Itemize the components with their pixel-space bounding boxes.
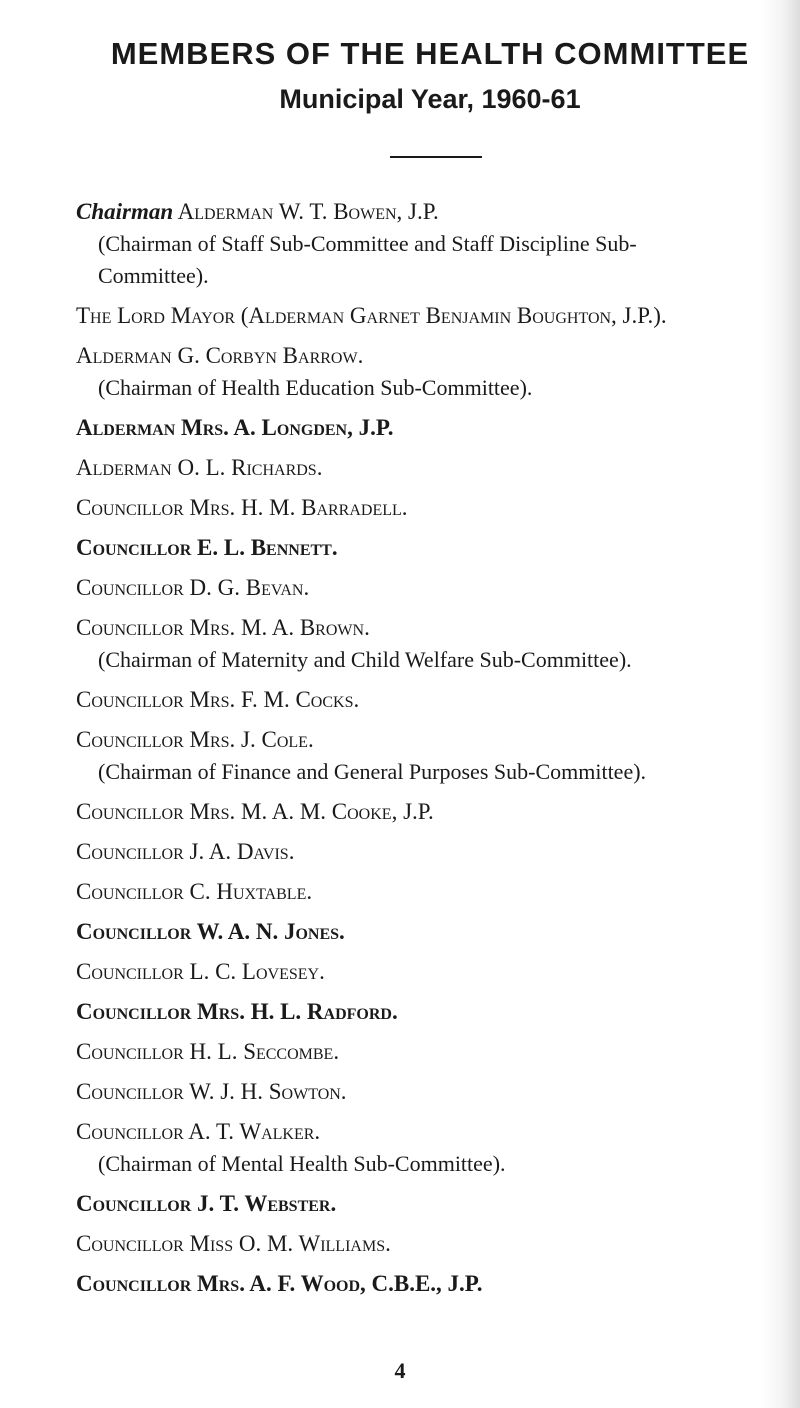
page-subtitle: Municipal Year, 1960-61 — [279, 84, 581, 114]
member-name: Councillor H. L. Seccombe. — [76, 1039, 340, 1064]
member-name: Councillor Mrs. M. A. Brown. — [76, 615, 370, 640]
member-note: (Chairman of Finance and General Purposes Sub-Committee). — [98, 759, 647, 784]
member-entry — [76, 452, 800, 484]
member-entry — [76, 996, 800, 1028]
member-name: Alderman G. Corbyn Barrow. — [76, 343, 364, 368]
member-entry — [76, 724, 800, 788]
member-name: Councillor Mrs. F. M. Cocks. — [76, 687, 360, 712]
member-name: Councillor Mrs. H. L. Radford. — [76, 999, 398, 1024]
member-name: Councillor Miss O. M. Williams. — [76, 1231, 391, 1256]
member-entry — [76, 412, 800, 444]
member-name: Councillor J. A. Davis. — [76, 839, 295, 864]
member-entry — [76, 612, 800, 676]
member-entry — [76, 1116, 800, 1180]
title-divider — [390, 156, 482, 158]
member-note: (Chairman of Maternity and Child Welfare Sub-Committee). — [98, 647, 632, 672]
member-entry — [76, 956, 800, 988]
member-name: Alderman O. L. Richards. — [76, 455, 323, 480]
member-name: Councillor W. A. N. Jones. — [76, 919, 345, 944]
member-name-line — [76, 196, 800, 228]
member-name: Councillor Mrs. M. A. M. Cooke, J.P. — [76, 799, 434, 824]
member-name: Councillor E. L. Bennett. — [76, 535, 338, 560]
member-name: The Lord Mayor (Alderman Garnet Benjamin Boughton, J.P.). — [76, 303, 667, 328]
member-entry — [76, 492, 800, 524]
member-entry — [76, 836, 800, 868]
member-name: Councillor L. C. Lovesey. — [76, 959, 325, 984]
member-name: Councillor C. Huxtable. — [76, 879, 313, 904]
member-entry — [76, 1036, 800, 1068]
member-entry — [76, 876, 800, 908]
member-note: (Chairman of Mental Health Sub-Committee). — [98, 1151, 506, 1176]
member-entry — [76, 684, 800, 716]
member-name: Councillor W. J. H. Sowton. — [76, 1079, 347, 1104]
member-name: Councillor J. T. Webster. — [76, 1191, 337, 1216]
member-entry — [76, 300, 800, 332]
member-entry — [76, 1188, 800, 1220]
member-note: Committee). — [98, 263, 209, 288]
member-name: Councillor Mrs. H. M. Barradell. — [76, 495, 408, 520]
member-entry — [76, 1076, 800, 1108]
member-role: Chairman — [76, 199, 174, 224]
member-name: Alderman W. T. Bowen, J.P. — [177, 199, 439, 224]
member-note: (Chairman of Staff Sub-Committee and Staff Discipline Sub- — [98, 231, 637, 256]
member-entry — [76, 340, 800, 404]
member-name: Councillor Mrs. A. F. Wood, C.B.E., J.P. — [76, 1271, 483, 1296]
member-entry — [76, 796, 800, 828]
member-entry — [76, 916, 800, 948]
member-entry — [76, 572, 800, 604]
member-entry — [76, 1268, 800, 1300]
member-name: Councillor A. T. Walker. — [76, 1119, 321, 1144]
member-entry — [76, 1228, 800, 1260]
member-list — [76, 196, 800, 1308]
member-name: Councillor D. G. Bevan. — [76, 575, 310, 600]
member-entry-chairman — [76, 196, 800, 292]
member-name: Alderman Mrs. A. Longden, J.P. — [76, 415, 394, 440]
member-note: (Chairman of Health Education Sub-Committee). — [98, 375, 533, 400]
member-entry — [76, 532, 800, 564]
member-name: Councillor Mrs. J. Cole. — [76, 727, 314, 752]
page-number: 4 — [394, 1358, 406, 1383]
page-title: MEMBERS OF THE HEALTH COMMITTEE — [110, 36, 750, 71]
